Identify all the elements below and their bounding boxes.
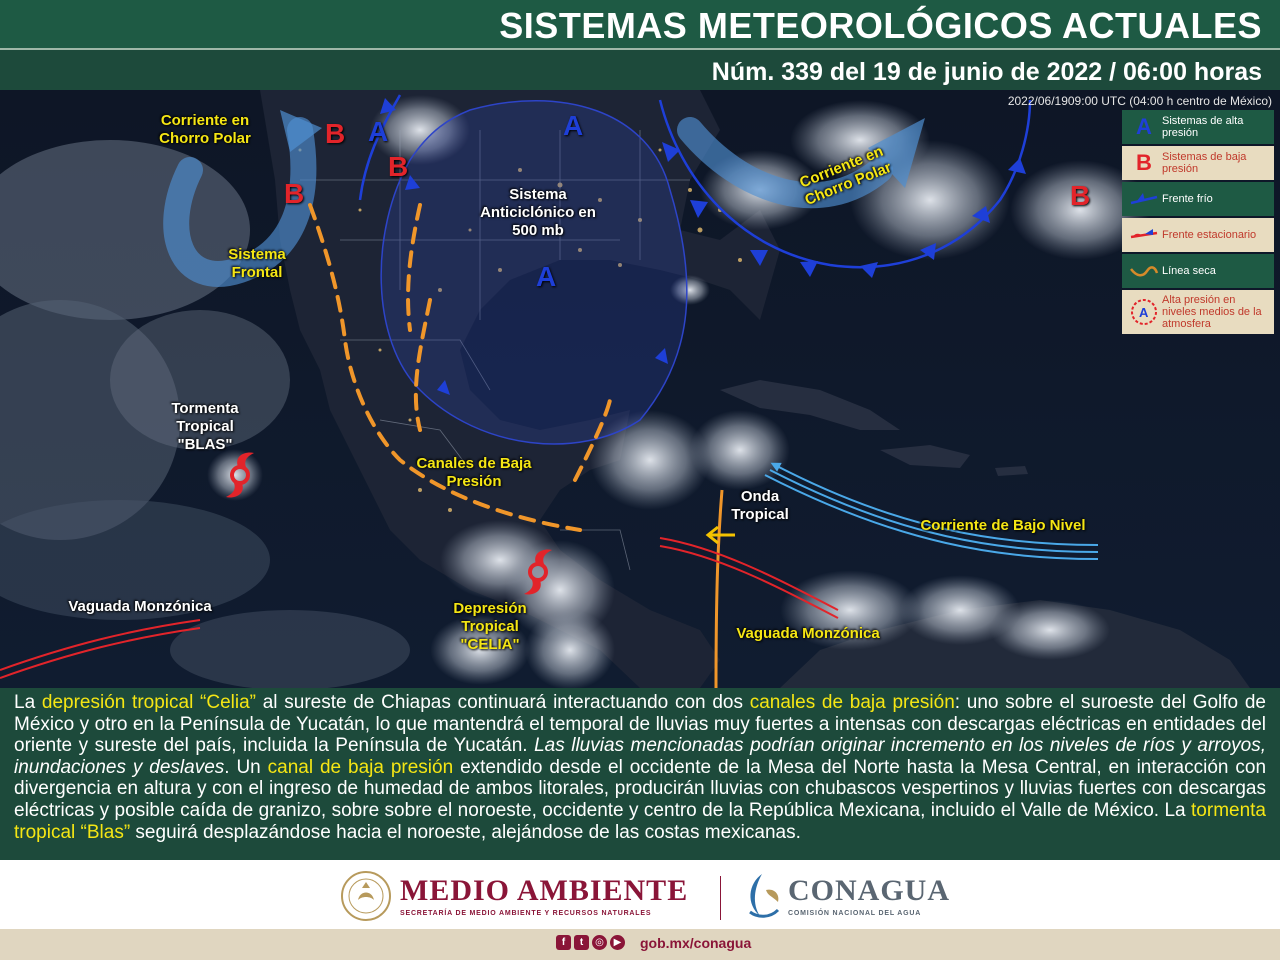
high-pressure-symbol: A (563, 110, 584, 141)
page-title: SISTEMAS METEOROLÓGICOS ACTUALES (499, 5, 1262, 46)
label-tropical-wave: Onda Tropical (731, 488, 789, 523)
highlight-canales: canales de baja presión (749, 692, 955, 713)
label-low-pressure-troughs: Canales de Baja Presión (416, 455, 532, 490)
svg-text:A: A (1139, 305, 1149, 320)
stationary-front-icon (1126, 220, 1162, 250)
legend-dry-line: Línea seca (1122, 254, 1274, 288)
low-pressure-symbol: B (1070, 180, 1091, 211)
high-pressure-symbol: A (368, 116, 389, 147)
legend-low-pressure: B Sistemas de baja presión (1122, 146, 1274, 180)
high-pressure-symbol: A (536, 261, 557, 292)
highlight-celia: depresión tropical “Celia” (41, 692, 256, 713)
upper-high-icon (1126, 297, 1162, 327)
footer-bar (0, 929, 1280, 960)
image-timestamp: 2022/06/1909:00 UTC (04:00 h centro de México) (1007, 94, 1272, 108)
twitter-icon[interactable]: t (574, 935, 589, 950)
conagua-logo-icon (740, 870, 784, 922)
rain-warning: Las lluvias mencionadas podrían originar incremento en los niveles de ríos y arroyos, inundaciones y deslaves (14, 735, 1267, 778)
mexico-seal-icon (340, 870, 392, 922)
instagram-icon[interactable]: ◎ (592, 935, 607, 950)
highlight-blas: tormenta tropical “Blas” (14, 799, 1266, 843)
label-storm-blas: Tormenta Tropical "BLAS" (171, 400, 239, 453)
website-link[interactable]: gob.mx/conagua (640, 935, 752, 951)
low-pressure-symbol: B (284, 178, 305, 209)
logo-divider (720, 876, 721, 920)
conagua-subtitle: COMISIÓN NACIONAL DEL AGUA (788, 910, 922, 917)
bulletin-number-date: Núm. 339 del 19 de junio de 2022 / 06:00 horas (711, 58, 1262, 86)
header (0, 0, 1280, 90)
footer (0, 860, 1280, 960)
satellite-map (0, 90, 1280, 688)
label-polar-jet-east: Corriente en Chorro Polar (797, 142, 894, 209)
conagua-title: CONAGUA (788, 874, 950, 907)
institution-logos (340, 868, 960, 938)
label-monsoon-trough-east: Vaguada Monzónica (736, 625, 880, 642)
cold-front-icon (1126, 184, 1162, 214)
anticyclone-area (381, 101, 687, 444)
label-frontal-system: Sistema Frontal (228, 246, 286, 281)
map-legend (1122, 110, 1274, 336)
medio-ambiente-title: MEDIO AMBIENTE (400, 874, 689, 907)
title-bar (0, 0, 1280, 50)
label-low-level-jet: Corriente de Bajo Nivel (920, 517, 1086, 534)
low-pressure-icon: B (1136, 150, 1152, 175)
dry-line-icon (1126, 256, 1162, 286)
label-monsoon-trough-west: Vaguada Monzónica (68, 598, 212, 615)
legend-stationary-front: Frente estacionario (1122, 218, 1274, 252)
low-pressure-symbol: B (325, 118, 346, 149)
bulletin-paragraph: La depresión tropical “Celia” al sureste de Chiapas continuará interactuando con dos canales de baja presión: uno sobre el suroeste del Golfo de México y otro en la Península de Yucatán, lo que mantendrá el temporal de lluvias muy fuertes a intensas con descargas eléctricas en entidades del oriente y sureste del país, incluida la Península de Yucatán. Las lluvias mencionadas podrían originar incremento en los niveles de ríos y arroyos, inundaciones y deslaves. Un canal de baja presión extendido desde el occidente de la Mesa del Norte hasta la Mesa Central, en interacción con divergencia en altura y con el ingreso de humedad de ambos litorales, producirán lluvias con chubascos vespertinos y lluvias fuertes con descargas eléctricas y posible caída de granizo, sobre sobre el noroeste, occidente y centro de la República Mexicana, incluido el Valle de México. La tormenta tropical “Blas” seguirá desplazándose hacia el noroeste, alejándose de las costas mexicanas. (14, 692, 1267, 843)
label-polar-jet-west: Corriente en Chorro Polar (159, 112, 251, 147)
label-anticyclone: Sistema Anticiclónico en 500 mb (480, 186, 596, 239)
legend-cold-front: Frente frío (1122, 182, 1274, 216)
social-icons (556, 935, 625, 950)
legend-upper-high: A Alta presión en niveles medios de la atmosfera (1122, 290, 1274, 334)
label-depression-celia: Depresión Tropical "CELIA" (453, 600, 527, 653)
bulletin-text-panel (0, 688, 1280, 860)
legend-high-pressure: A Sistemas de alta presión (1122, 110, 1274, 144)
facebook-icon[interactable]: f (556, 935, 571, 950)
high-pressure-icon: A (1136, 114, 1152, 139)
medio-ambiente-subtitle: SECRETARÍA DE MEDIO AMBIENTE Y RECURSOS NATURALES (400, 910, 652, 917)
highlight-canal: canal de baja presión (267, 756, 454, 778)
youtube-icon[interactable]: ▶ (610, 935, 625, 950)
low-pressure-symbol: B (388, 151, 409, 182)
